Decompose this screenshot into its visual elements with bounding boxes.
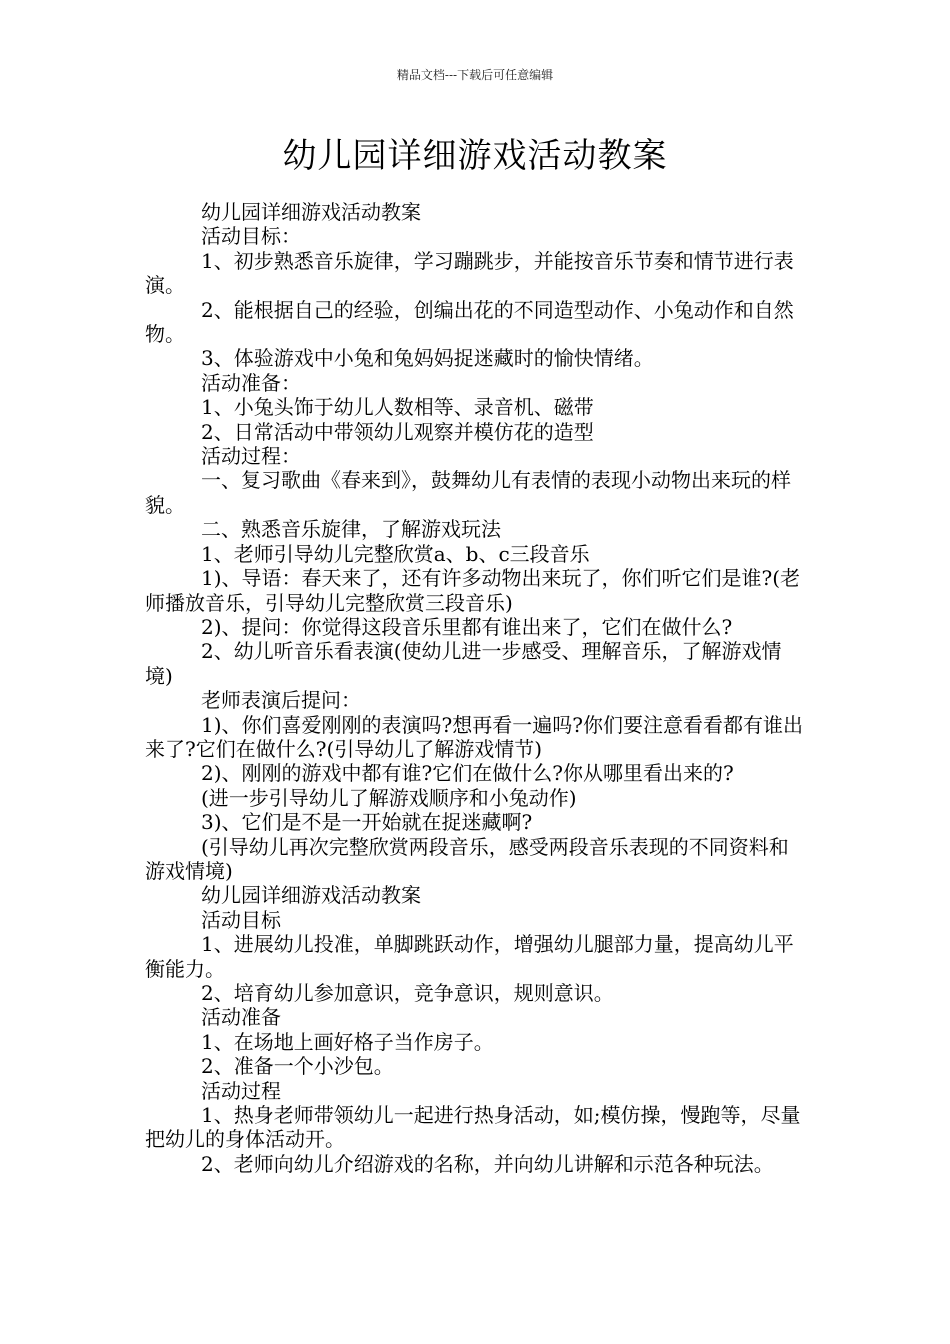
paragraph-29: 活动过程 [201, 1078, 281, 1103]
paragraph-8: 2、日常活动中带领幼儿观察并模仿花的造型 [201, 419, 594, 444]
paragraph-19: (进一步引导幼儿了解游戏顺序和小兔动作) [201, 785, 577, 810]
paragraph-27: 1、在场地上画好格子当作房子。 [201, 1029, 494, 1054]
paragraph-18: 2)、刚刚的游戏中都有谁?它们在做什么?你从哪里看出来的? [201, 761, 734, 786]
paragraph-5: 3、体验游戏中小兔和兔妈妈捉迷藏时的愉快情绪。 [201, 346, 654, 371]
paragraph-28: 2、准备一个小沙包。 [201, 1054, 394, 1079]
paragraph-10: 一、复习歌曲《春来到》，鼓舞幼儿有表情的表现小动物出来玩的样貌。 [145, 468, 791, 517]
paragraph-25: 2、培育幼儿参加意识，竞争意识，规则意识。 [201, 981, 614, 1005]
paragraph-30: 1、热身老师带领幼儿一起进行热身活动，如;模仿操，慢跑等，尽量把幼儿的身体活动开。 [145, 1103, 801, 1152]
paragraph-24: 1、进展幼儿投准，单脚跳跃动作，增强幼儿腿部力量，提高幼儿平衡能力。 [145, 932, 794, 981]
paragraph-6: 活动准备： [201, 370, 301, 395]
paragraph-2: 活动目标： [201, 224, 301, 249]
paragraph-22: 幼儿园详细游戏活动教案 [201, 883, 421, 908]
document-title: 幼儿园详细游戏活动教案 [282, 136, 668, 176]
paragraph-7: 1、小兔头饰于幼儿人数相等、录音机、磁带 [201, 395, 594, 420]
paragraph-11: 二、熟悉音乐旋律，了解游戏玩法 [201, 517, 501, 542]
paragraph-14: 2)、提问：你觉得这段音乐里都有谁出来了，它们在做什么? [201, 614, 733, 639]
paragraph-17: 1)、你们喜爱刚刚的表演吗?想再看一遍吗?你们要注意看看都有谁出来了?它们在做什么?(引导幼儿了解游戏情节) [145, 712, 803, 761]
page-header-note: 精品文档---下载后可任意编辑 [396, 68, 554, 82]
paragraph-23: 活动目标 [201, 907, 281, 932]
paragraph-13: 1)、导语：春天来了，还有许多动物出来玩了，你们听它们是谁?(老师播放音乐，引导幼儿完整欣赏三段音乐) [145, 566, 801, 615]
paragraph-20: 3)、它们是不是一开始就在捉迷藏啊? [201, 810, 533, 835]
paragraph-12: 1、老师引导幼儿完整欣赏a、b、c三段音乐 [201, 541, 590, 566]
paragraph-31: 2、老师向幼儿介绍游戏的名称，并向幼儿讲解和示范各种玩法。 [201, 1151, 774, 1176]
paragraph-3: 1、初步熟悉音乐旋律，学习蹦跳步，并能按音乐节奏和情节进行表演。 [145, 248, 794, 298]
document-body [145, 200, 807, 1176]
paragraph-1: 幼儿园详细游戏活动教案 [201, 200, 421, 224]
paragraph-15: 2、幼儿听音乐看表演(使幼儿进一步感受、理解音乐，了解游戏情境) [145, 639, 782, 688]
paragraph-26: 活动准备 [201, 1005, 281, 1030]
paragraph-4: 2、能根据自己的经验，创编出花的不同造型动作、小兔动作和自然物。 [145, 297, 794, 347]
paragraph-21: (引导幼儿再次完整欣赏两段音乐，感受两段音乐表现的不同资料和游戏情境) [145, 834, 789, 883]
paragraph-16: 老师表演后提问： [201, 688, 361, 713]
paragraph-9: 活动过程： [201, 444, 301, 469]
